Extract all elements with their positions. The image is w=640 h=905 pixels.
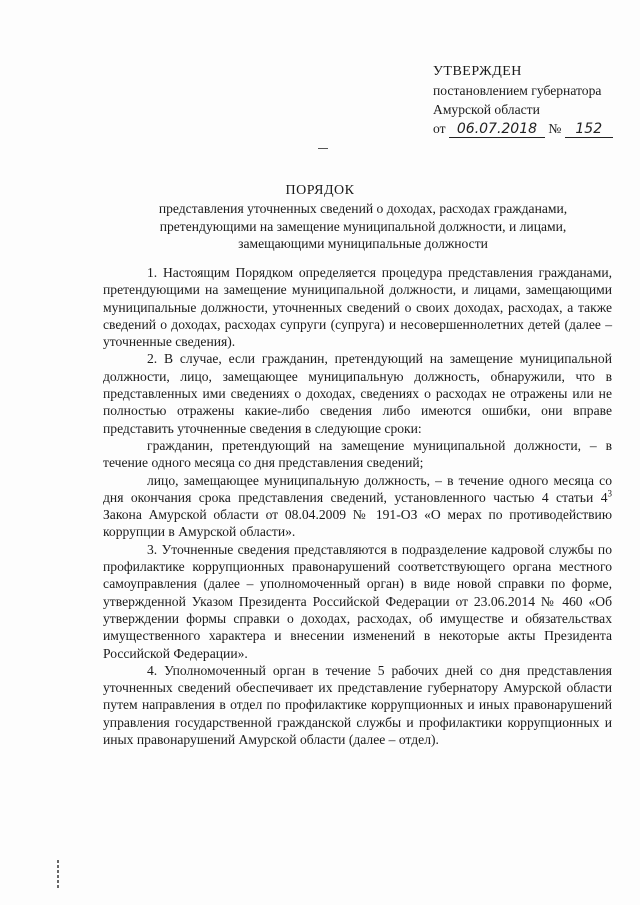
number-prefix: № (548, 121, 562, 136)
paragraph-4: 4. Уполномоченный орган в течение 5 рабочих дней со дня представления уточненных сведений обеспечивает их представление губернатору Амурской области путем направления в отдел по профилактике коррупционных и иных правонарушений управления государственной гражданской службы и профилактики коррупционных и иных правонарушений Амурской области (далее – отдел). (103, 662, 612, 748)
margin-scan-mark (55, 858, 61, 892)
paragraph-2b-start: лицо, замещающее муниципальную должность, – в течение одного месяца со дня окончания срока представления сведений, установленного частью 4 статьи 4 (103, 472, 612, 505)
paragraph-2b (103, 472, 612, 541)
paragraph-3: 3. Уточненные сведения представляются в подразделение кадровой службы по профилактике коррупционных правонарушений соответствующего органа местного самоуправления (далее – уполномоченный орган) в виде новой справки по форме, утвержденной Указом Президента Российской Федерации от 23.06.2014 № 460 «Об утверждении формы справки о доходах, расходах, об имуществе и обязательствах имущественного характера и внесении изменений в некоторые акты Президента Российской Федерации». (103, 541, 612, 661)
approval-block (433, 62, 633, 138)
handwritten-number: 152 (565, 122, 613, 138)
approval-line-1: постановлением губернатора (433, 83, 602, 98)
approval-date-line (433, 119, 633, 138)
paragraph-2b-sup: 3 (607, 488, 612, 499)
handwritten-date: 06.07.2018 (449, 122, 545, 138)
paragraph-2a: гражданин, претендующий на замещение муниципальной должности, – в течение одного месяца со дня представления сведений; (103, 437, 612, 471)
paragraph-2b-end: Закона Амурской области от 08.04.2009 № 191-ОЗ «О мерах по противодействию коррупции в Амурской области». (103, 507, 612, 540)
document-subtitle: представления уточненных сведений о доходах, расходах гражданами, претендующими на замещение муниципальной должности, и лицами, замещающими муниципальные должности (158, 201, 568, 251)
approval-stamp: УТВЕРЖДЕН (433, 64, 522, 79)
paragraph-1: 1. Настоящим Порядком определяется процедура представления гражданами, претендующими на замещение муниципальной должности, и лицами, замещающими муниципальные должности, уточненных сведений о своих доходах, расходах, а также сведений о доходах, расходах супруги (супруга) и несовершеннолетних детей (далее – уточненные сведения). (103, 265, 612, 350)
approval-line-2: Амурской области (433, 102, 540, 117)
paragraph-2: 2. В случае, если гражданин, претендующий на замещение муниципальной должности, лицо, замещающее муниципальную должность, обнаружили, что в представленных ими сведениях о доходах, сведениях о расходах не отражены или не полностью отражены какие-либо сведения либо имеются ошибки, они вправе представить уточненные сведения в следующие сроки: (103, 351, 612, 436)
date-prefix: от (433, 121, 446, 136)
document-body (103, 264, 612, 748)
document-title: ПОРЯДОК (285, 183, 355, 198)
center-dash (318, 148, 328, 149)
